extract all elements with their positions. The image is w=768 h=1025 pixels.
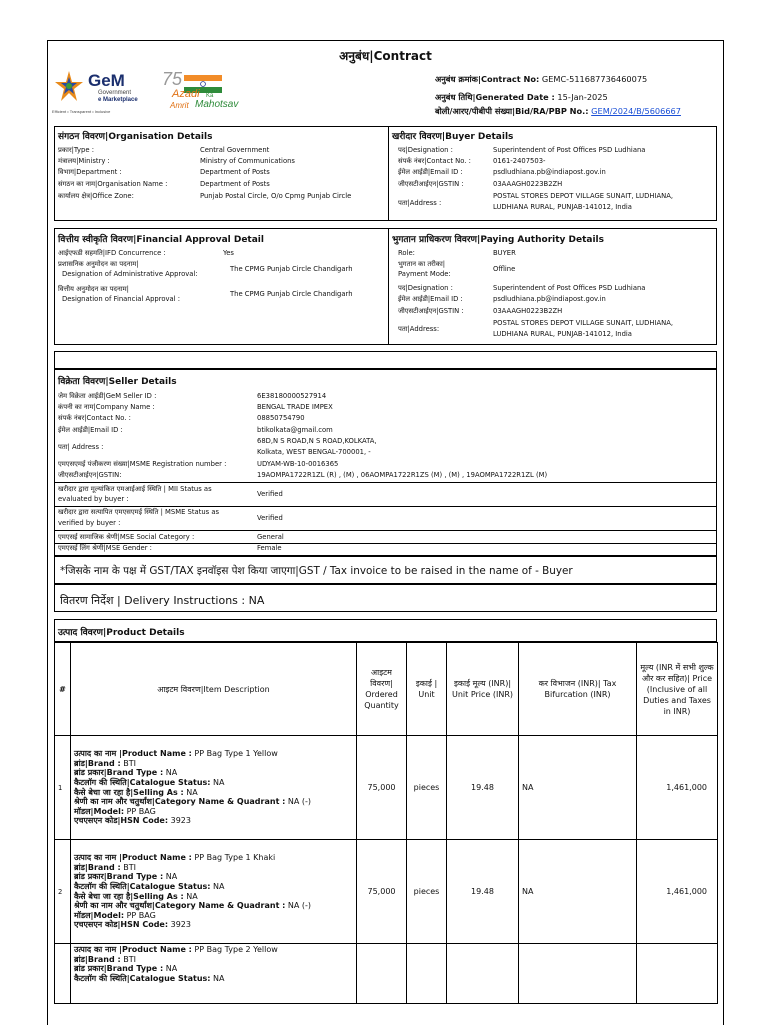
selling-as: NA bbox=[186, 787, 198, 797]
azadi-line3: Mahotsav bbox=[195, 99, 239, 110]
paying-address-label: पता|Address: bbox=[398, 325, 440, 333]
social-category: General bbox=[257, 533, 284, 541]
buyer-address-label: पता|Address : bbox=[398, 199, 442, 207]
office-zone-label: कार्यालय क्षेत्र|Office Zone: bbox=[58, 192, 134, 200]
model: PP BAG bbox=[126, 910, 156, 920]
bid-link[interactable]: GEM/2024/B/5606667 bbox=[591, 106, 681, 116]
catalogue-status: NA bbox=[213, 777, 225, 787]
buyer-address-line2: LUDHIANA RURAL, PUNJAB-141012, India bbox=[493, 203, 632, 211]
col-tax: कर विभाजन (INR)| Tax Bifurcation (INR) bbox=[519, 643, 637, 736]
social-category-label: एमएसई सामाजिक श्रेणी|MSE Social Category : bbox=[58, 533, 195, 541]
seller-contact-label: संपर्क नंबर|Contact No. : bbox=[58, 414, 131, 422]
col-item: आइटम विवरण|Item Description bbox=[71, 643, 357, 736]
category: NA (-) bbox=[287, 901, 312, 911]
bid-label: बोली/आरए/पीबीपी संख्या|Bid/RA/PBP No.: bbox=[435, 106, 589, 116]
payment-mode: Offline bbox=[493, 265, 516, 273]
azadi-ka: Ka bbox=[206, 93, 214, 99]
fin-approval-label: Designation of Financial Approval : bbox=[62, 295, 181, 303]
col-total: मूल्य (INR में सभी शुल्क और कर सहित)| Price (Inclusive of all Duties and Taxes in INR) bbox=[637, 643, 718, 736]
contract-no: GEMC-511687736460075 bbox=[541, 74, 648, 84]
catalogue-status: NA bbox=[213, 881, 225, 891]
seller-company: BENGAL TRADE IMPEX bbox=[257, 403, 333, 411]
buyer-gstin: 03AAAGH0223B2ZH bbox=[493, 180, 563, 188]
item-description: उत्पाद का नाम |Product Name : PP Bag Type 1 Khaki ब्रांड|Brand : BTI ब्रांड प्रकार|Brand Type : NA कैटलॉग की स्थिति|Catalogue Status: NA कैसे बेचा जा रहा है|Selling As : NA श्रेणी का नाम और चतुर्थांश|Category Name & Quadrant : NA (-) मॉडल|Model: PP BAG एचएसएन कोड|HSN Code: 3923 bbox=[71, 840, 357, 944]
seller-contact: 08850754790 bbox=[257, 414, 305, 422]
table-row bbox=[55, 944, 718, 1004]
date-label: अनुबंध तिथि|Generated Date : bbox=[435, 92, 555, 102]
org-type-label: प्रकार|Type : bbox=[58, 146, 94, 154]
unit: pieces bbox=[407, 840, 447, 944]
office-zone: Punjab Postal Circle, O/o Cpmg Punjab Circle bbox=[200, 192, 352, 200]
paying-role-label: Role: bbox=[398, 249, 415, 257]
brand-type: NA bbox=[165, 872, 178, 882]
delivery-instructions: वितरण निर्देश | Delivery Instructions : NA bbox=[60, 594, 265, 607]
product-name: PP Bag Type 1 Khaki bbox=[194, 853, 276, 863]
brand: BTI bbox=[123, 954, 136, 964]
admin-approval-label: Designation of Administrative Approval: bbox=[62, 270, 198, 278]
org-ministry-label: मंत्रालय|Ministry : bbox=[58, 157, 110, 165]
azadi-line1: Azadi bbox=[172, 88, 200, 100]
seller-msme: UDYAM-WB-10-0016365 bbox=[257, 460, 339, 468]
gem-logo bbox=[52, 69, 152, 117]
fin-approval-label-hi: वित्तीय अनुमोदन का पदनाम| bbox=[58, 285, 129, 293]
gem-name: GeM bbox=[88, 71, 125, 90]
product-table bbox=[54, 642, 718, 1004]
mii-status-label-hi: खरीदार द्वारा मूल्यांकित एमआईआई स्थिति | MII Status as bbox=[58, 485, 212, 493]
seller-company-label: कंपनी का नाम|Company Name : bbox=[58, 403, 155, 411]
paying-designation-label: पद|Designation : bbox=[398, 284, 453, 292]
brand: BTI bbox=[123, 862, 136, 872]
paying-address-line2: LUDHIANA RURAL, PUNJAB-141012, India bbox=[493, 330, 632, 338]
item-description: उत्पाद का नाम |Product Name : PP Bag Type 1 Yellow ब्रांड|Brand : BTI ब्रांड प्रकार|Brand Type : NA कैटलॉग की स्थिति|Catalogue Status: NA कैसे बेचा जा रहा है|Selling As : NA श्रेणी का नाम और चतुर्थांश|Category Name & Quadrant : NA (-) मॉडल|Model: PP BAG एचएसएन कोड|HSN Code: 3923 bbox=[71, 736, 357, 840]
buyer-heading: खरीदार विवरण|Buyer Details bbox=[392, 132, 514, 142]
org-department: Department of Posts bbox=[200, 168, 270, 176]
fin-approval: The CPMG Punjab Circle Chandigarh bbox=[230, 290, 353, 298]
buyer-contact-label: संपर्क नंबर|Contact No. : bbox=[398, 157, 471, 165]
seller-email: btikolkata@gmail.com bbox=[257, 426, 333, 434]
ordered-qty: 75,000 bbox=[357, 736, 407, 840]
table-row bbox=[55, 736, 718, 840]
row-num: 2 bbox=[55, 840, 71, 944]
azadi-number: 75 bbox=[162, 69, 183, 89]
separator-band bbox=[54, 351, 717, 369]
item-description: उत्पाद का नाम |Product Name : PP Bag Type 2 Yellow ब्रांड|Brand : BTI ब्रांड प्रकार|Brand Type : NA कैटलॉग की स्थिति|Catalogue Status: NA bbox=[71, 944, 357, 1004]
ifd-value: Yes bbox=[223, 249, 234, 257]
gem-tagline: Efficient • Transparent • Inclusive bbox=[52, 109, 111, 114]
gem-star-icon bbox=[52, 69, 86, 105]
selling-as: NA bbox=[186, 891, 198, 901]
paying-role: BUYER bbox=[493, 249, 516, 257]
paying-designation: Superintendent of Post Offices PSD Ludhiana bbox=[493, 284, 646, 292]
gem-sub1: Government bbox=[98, 90, 132, 96]
col-unit: इकाई | Unit bbox=[407, 643, 447, 736]
product-heading: उत्पाद विवरण|Product Details bbox=[58, 628, 185, 638]
col-num: # bbox=[55, 643, 71, 736]
tax-bifurcation: NA bbox=[519, 840, 637, 944]
seller-gem-id-label: जेम विक्रेता आईडी|GeM Seller ID : bbox=[58, 392, 157, 400]
buyer-gstin-label: जीएसटीआईएन|GSTIN : bbox=[398, 180, 464, 188]
msme-status-label: verified by buyer : bbox=[58, 519, 121, 527]
buyer-designation-label: पद|Designation : bbox=[398, 146, 453, 154]
mii-status: Verified bbox=[257, 490, 283, 498]
azadi-logo bbox=[152, 69, 239, 115]
buyer-email: psdludhiana.pb@indiapost.gov.in bbox=[493, 168, 606, 176]
contract-no-label: अनुबंध क्रमांक|Contract No: bbox=[435, 74, 540, 84]
admin-approval: The CPMG Punjab Circle Chandigarh bbox=[230, 265, 353, 273]
gender-label: एमएसई लिंग श्रेणी|MSE Gender : bbox=[58, 544, 152, 552]
buyer-email-label: ईमेल आईडी|Email ID : bbox=[398, 168, 463, 176]
seller-msme-label: एमएसएमई पंजीकरण संख्या|MSME Registration number : bbox=[58, 460, 227, 468]
gst-note: *जिसके नाम के पक्ष में GST/TAX इनवॉइस पेश किया जाएगा|GST / Tax invoice to be raised in the name of - Buyer bbox=[60, 565, 573, 577]
paying-email-label: ईमेल आईडी|Email ID : bbox=[398, 295, 463, 303]
paying-address-line1: POSTAL STORES DEPOT VILLAGE SUNAIT, LUDHIANA, bbox=[493, 319, 674, 327]
paying-email: psdludhiana.pb@indiapost.gov.in bbox=[493, 295, 606, 303]
seller-address-line1: 68D,N S ROAD,N S ROAD,KOLKATA, bbox=[257, 437, 377, 445]
product-name: PP Bag Type 1 Yellow bbox=[194, 749, 278, 759]
buyer-address-line1: POSTAL STORES DEPOT VILLAGE SUNAIT, LUDHIANA, bbox=[493, 192, 674, 200]
contract-no-row bbox=[435, 74, 647, 85]
msme-status-label-hi: खरीदार द्वारा सत्यापित एमएसएमई स्थिति | MSME Status as bbox=[58, 508, 220, 516]
seller-address-line2: Kolkata, WEST BENGAL-700001, - bbox=[257, 448, 371, 456]
paying-gstin: 03AAAGH0223B2ZH bbox=[493, 307, 563, 315]
table-row bbox=[55, 840, 718, 944]
seller-gstin-label: जीएसटीआईएन|GSTIN: bbox=[58, 471, 122, 479]
brand-type: NA bbox=[165, 768, 178, 778]
ifd-label: आईएफडी सहमति|IFD Concurrence : bbox=[58, 249, 166, 257]
generated-date: 15-Jan-2025 bbox=[557, 92, 608, 102]
buyer-contact: 0161-2407503- bbox=[493, 157, 546, 165]
gender: Female bbox=[257, 544, 282, 552]
seller-address-label: पता| Address : bbox=[58, 443, 104, 451]
msme-status: Verified bbox=[257, 514, 283, 522]
category: NA (-) bbox=[287, 797, 312, 807]
finance-heading: वित्तीय स्वीकृति विवरण|Financial Approval Detail bbox=[58, 235, 264, 245]
product-name: PP Bag Type 2 Yellow bbox=[194, 945, 278, 954]
col-qty: आइटम विवरण| Ordered Quantity bbox=[357, 643, 407, 736]
ordered-qty: 75,000 bbox=[357, 840, 407, 944]
org-ministry: Ministry of Communications bbox=[200, 157, 295, 165]
model: PP BAG bbox=[126, 806, 156, 816]
brand: BTI bbox=[123, 758, 136, 768]
payment-mode-label-hi: भुगतान का तरीका| bbox=[398, 260, 445, 268]
buyer-designation: Superintendent of Post Offices PSD Ludhiana bbox=[493, 146, 646, 154]
org-name: Department of Posts bbox=[200, 180, 270, 188]
paying-gstin-label: जीएसटीआईएन|GSTIN : bbox=[398, 307, 464, 315]
tax-bifurcation: NA bbox=[519, 736, 637, 840]
page-title: अनुबंध|Contract bbox=[339, 49, 432, 63]
unit: pieces bbox=[407, 736, 447, 840]
seller-email-label: ईमेल आईडी|Email ID : bbox=[58, 426, 123, 434]
row-num bbox=[55, 944, 71, 1004]
hsn-code: 3923 bbox=[170, 920, 191, 930]
hsn-code: 3923 bbox=[170, 816, 191, 826]
col-price: इकाई मूल्य (INR)| Unit Price (INR) bbox=[447, 643, 519, 736]
paying-heading: भुगतान प्राधिकरण विवरण|Paying Authority Details bbox=[392, 235, 605, 245]
brand-type: NA bbox=[165, 964, 178, 974]
catalogue-status: NA bbox=[213, 973, 225, 983]
price-total: 1,461,000 bbox=[637, 736, 718, 840]
price-total: 1,461,000 bbox=[637, 840, 718, 944]
gem-sub2: e Marketplace bbox=[98, 97, 138, 103]
unit-price: 19.48 bbox=[447, 840, 519, 944]
azadi-line2: Amrit bbox=[170, 101, 189, 110]
mii-status-label: evaluated by buyer : bbox=[58, 495, 129, 503]
admin-approval-label-hi: प्रशासनिक अनुमोदन का पदनाम| bbox=[58, 260, 139, 268]
date-row bbox=[435, 92, 608, 103]
table-header-row bbox=[55, 643, 718, 736]
payment-mode-label: Payment Mode: bbox=[398, 270, 451, 278]
org-department-label: विभाग|Department : bbox=[58, 168, 122, 176]
row-num: 1 bbox=[55, 736, 71, 840]
unit-price: 19.48 bbox=[447, 736, 519, 840]
org-name-label: संगठन का नाम|Organisation Name : bbox=[58, 180, 168, 188]
seller-gem-id: 6E38180000527914 bbox=[257, 392, 327, 400]
org-type: Central Government bbox=[200, 146, 270, 154]
seller-heading: विक्रेता विवरण|Seller Details bbox=[58, 377, 177, 387]
org-heading: संगठन विवरण|Organisation Details bbox=[58, 132, 213, 142]
seller-gstin: 19AOMPA1722R1ZL (R) , (M) , 06AOMPA1722R1ZS (M) , (M) , 19AOMPA1722R1ZL (M) bbox=[257, 471, 548, 479]
bid-row bbox=[435, 106, 681, 117]
contract-page bbox=[47, 40, 724, 1025]
